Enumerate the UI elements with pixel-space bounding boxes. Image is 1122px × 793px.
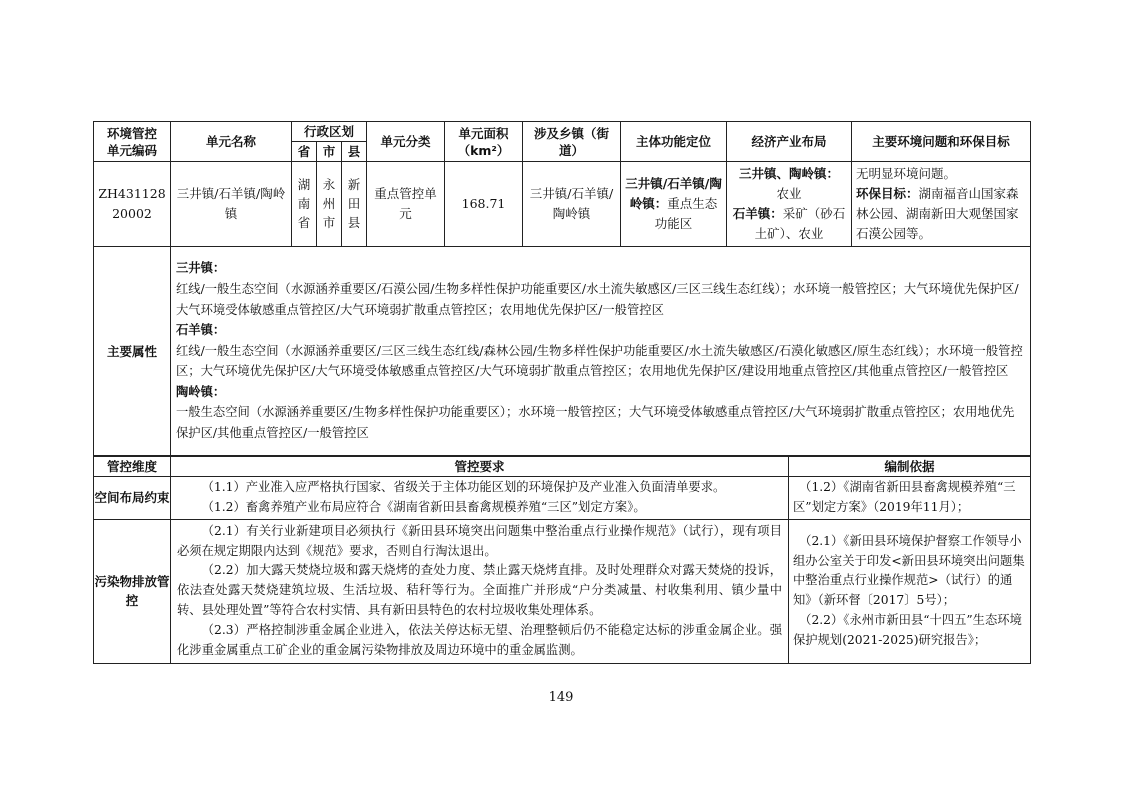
attributes-label: 主要属性: [94, 247, 171, 456]
header-unit-type: 单元分类: [367, 122, 445, 162]
requirement-paragraph: （2.1）有关行业新建项目必须执行《新田县环境突出问题集中整治重点行业操作规范》（试行），现有项目必须在规定期限内达到《规范》要求，否则自行淘汰退出。: [177, 523, 782, 558]
header-requirement: 管控要求: [171, 457, 789, 477]
header-towns: 涉及乡镇（街 道）: [523, 122, 621, 162]
basis-paragraph: （1.2）《湖南省新田县畜禽规模养殖“三区”划定方案》（2019年11月）；: [793, 480, 1016, 514]
requirement-pollution-control: [171, 519, 789, 663]
dimension-pollution-control: 污染物排放管控: [94, 519, 171, 663]
header-admin-division: 行政区划: [292, 122, 367, 142]
header-city: 市: [317, 142, 342, 162]
basis-pollution-control: [789, 519, 1031, 663]
unit-county: 新田县: [342, 162, 367, 247]
requirement-paragraph: （1.1）产业准入应严格执行国家、省级关于主体功能区划的环境保护及产业准入负面清单要求。: [201, 480, 726, 494]
unit-type: 重点管控单元: [367, 162, 445, 247]
unit-industry: 三井镇、陶岭镇： 农业 石羊镇：采矿（砂石土矿）、农业: [727, 162, 852, 247]
basis-paragraph: （2.2）《永州市新田县“十四五”生态环境保护规划(2021-2025)研究报告》；: [793, 612, 1022, 647]
unit-info-table: [93, 121, 1031, 456]
attr-town-taoling: 陶岭镇：: [176, 384, 226, 399]
unit-area: 168.71: [445, 162, 523, 247]
basis-spatial-layout: [789, 477, 1031, 520]
header-industry: 经济产业布局: [727, 122, 852, 162]
unit-province: 湖南省: [292, 162, 317, 247]
requirement-spatial-layout: [171, 477, 789, 520]
attributes-content: [171, 247, 1031, 456]
header-issues: 主要环境问题和环保目标: [852, 122, 1031, 162]
unit-issues: 无明显环境问题。 环保目标：湖南福音山国家森林公园、湖南新田大观堡国家石漠公园等。: [852, 162, 1031, 247]
unit-code: ZH431128 20002: [94, 162, 171, 247]
header-unit-code: 环境管控 单元编码: [94, 122, 171, 162]
unit-name: 三井镇/石羊镇/陶岭镇: [171, 162, 292, 247]
basis-paragraph: （2.1）《新田县环境保护督察工作领导小组办公室关于印发<新田县环境突出问题集中整治重点行业操作规范>（试行）的通知》（新环督〔2017〕5号）；: [793, 533, 1025, 608]
header-province: 省: [292, 142, 317, 162]
attr-text-taoling: 一般生态空间（水源涵养重要区/生物多样性保护功能重要区）；水环境一般管控区；大气环境受体敏感重点管控区/大气环境弱扩散重点管控区；农用地优先保护区/其他重点管控区/一般管控区: [176, 405, 1015, 441]
header-unit-name: 单元名称: [171, 122, 292, 162]
header-county: 县: [342, 142, 367, 162]
dimension-spatial-layout: 空间布局约束: [94, 477, 171, 520]
unit-city: 永州市: [317, 162, 342, 247]
attr-text-shiyang: 红线/一般生态空间（水源涵养重要区/三区三线生态红线/森林公园/生物多样性保护功能重要区/水土流失敏感区/石漠化敏感区/原生态红线）；水环境一般管控区；大气环境优先保护区/大气环境受体敏感重点管控区/大气环境弱扩散重点管控区；农用地优先保护区/建设用地重点管控区/其他重点管控区/一般管控区: [176, 343, 1023, 379]
requirements-table: [93, 456, 1031, 664]
requirement-paragraph: （2.3）严格控制涉重金属企业进入，依法关停达标无望、治理整顿后仍不能稳定达标的涉重金属企业。强化涉重金属重点工矿企业的重金属污染物排放及周边环境中的重金属监测。: [177, 622, 782, 657]
attr-text-sanjing: 红线/一般生态空间（水源涵养重要区/石漠公园/生物多样性保护功能重要区/水土流失敏感区/三区三线生态红线）；水环境一般管控区；大气环境优先保护区/大气环境受体敏感重点管控区/大气环境弱扩散重点管控区；农用地优先保护区/一般管控区: [176, 281, 1019, 317]
requirement-paragraph: （1.2）畜禽养殖产业布局应符合《湖南省新田县畜禽规模养殖“三区”划定方案》。: [201, 499, 646, 514]
unit-function: 三井镇/石羊镇/陶岭镇：重点生态功能区: [621, 162, 727, 247]
header-basis: 编制依据: [789, 457, 1031, 477]
header-dimension: 管控维度: [94, 457, 171, 477]
unit-towns: 三井镇/石羊镇/陶岭镇: [523, 162, 621, 247]
attr-town-sanjing: 三井镇：: [176, 261, 226, 276]
attr-town-shiyang: 石羊镇：: [176, 323, 226, 338]
header-function: 主体功能定位: [621, 122, 727, 162]
header-unit-area: 单元面积 （km²）: [445, 122, 523, 162]
page-number: 149: [548, 690, 574, 705]
requirement-paragraph: （2.2）加大露天焚烧垃圾和露天烧烤的查处力度、禁止露天烧烤直排。及时处理群众对露天焚烧的投诉，依法查处露天焚烧建筑垃圾、生活垃圾、秸秆等行为。全面推广并形成“户分类减量、村收集利用、镇少量中转、县处理处置”等符合农村实情、具有新田县特色的农村垃圾收集处理体系。: [177, 563, 782, 617]
